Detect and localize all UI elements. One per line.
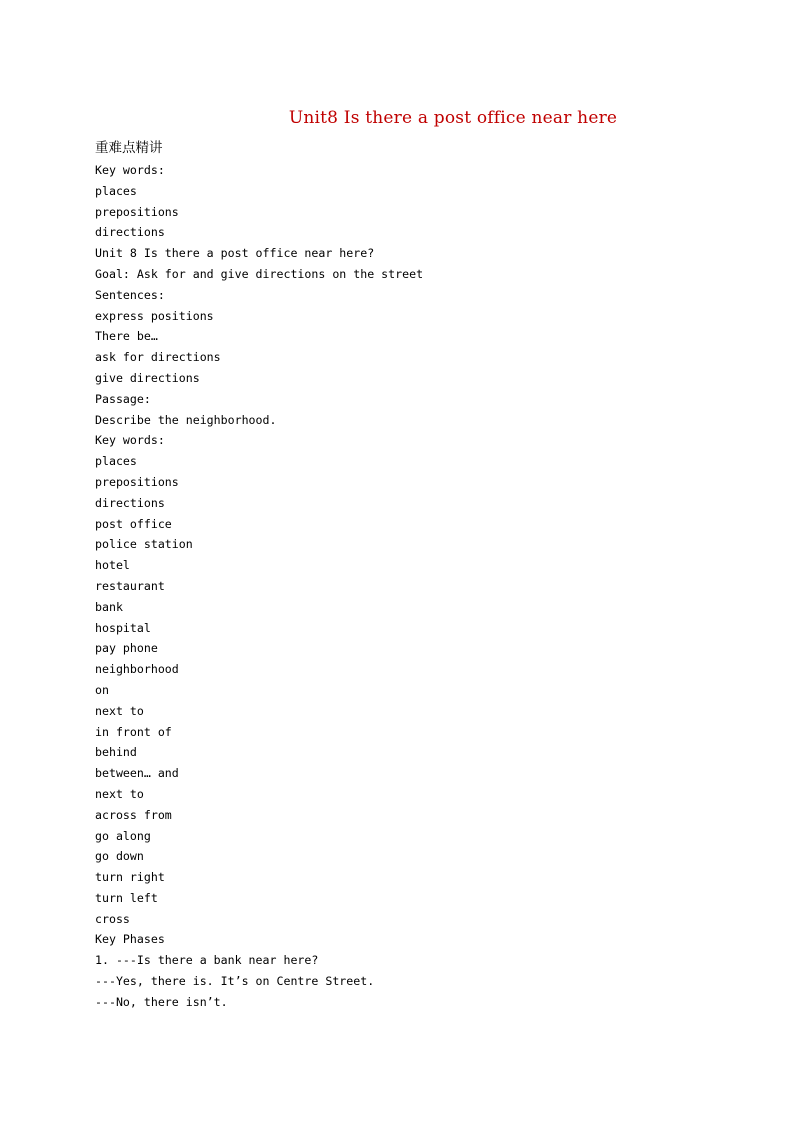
text-line: next to — [95, 786, 144, 801]
text-line: in front of — [95, 724, 172, 739]
text-line: hotel — [95, 558, 130, 573]
text-line: bank — [95, 599, 123, 614]
document-title: Unit8 Is there a post office near here — [288, 108, 618, 128]
text-line: places — [95, 454, 137, 469]
text-line: Unit 8 Is there a post office near here? — [95, 246, 375, 261]
text-line: directions — [95, 225, 165, 240]
text-line: give directions — [95, 370, 200, 385]
text-line: go along — [95, 828, 151, 843]
text-line: ---No, there isn’t. — [95, 994, 228, 1009]
text-line: 1. ---Is there a bank near here? — [95, 953, 319, 968]
document-body — [95, 160, 735, 1013]
text-line: express positions — [95, 308, 214, 323]
text-line: post office — [95, 516, 172, 531]
text-line: on — [95, 682, 109, 697]
text-line: behind — [95, 745, 137, 760]
text-line: next to — [95, 703, 144, 718]
text-line: There be… — [95, 329, 158, 344]
text-line: across from — [95, 807, 172, 822]
text-line: cross — [95, 911, 130, 926]
text-line: Key words: — [95, 163, 165, 177]
text-line: prepositions — [95, 474, 179, 489]
text-line: turn right — [95, 870, 165, 885]
text-line: restaurant — [95, 578, 165, 593]
text-line: ---Yes, there is. It’s on Centre Street. — [95, 974, 375, 989]
text-line: Passage: — [95, 391, 151, 406]
text-line: prepositions — [95, 204, 179, 219]
text-line: go down — [95, 849, 144, 864]
text-line: Key words: — [95, 433, 165, 448]
text-line: police station — [95, 537, 193, 552]
text-line: Describe the neighborhood. — [95, 412, 277, 427]
text-line: directions — [95, 495, 165, 510]
text-line: Sentences: — [95, 287, 165, 302]
text-line: ask for directions — [95, 350, 221, 365]
text-line: Key Phases — [95, 932, 165, 947]
text-line: hospital — [95, 620, 151, 635]
text-line: pay phone — [95, 641, 158, 656]
text-line: neighborhood — [95, 662, 179, 677]
text-line: Goal: Ask for and give directions on the street — [95, 266, 424, 281]
section-heading: 重难点精讲 — [95, 140, 163, 156]
text-line: turn left — [95, 890, 158, 905]
text-line: between… and — [95, 766, 179, 781]
text-line: places — [95, 183, 137, 198]
